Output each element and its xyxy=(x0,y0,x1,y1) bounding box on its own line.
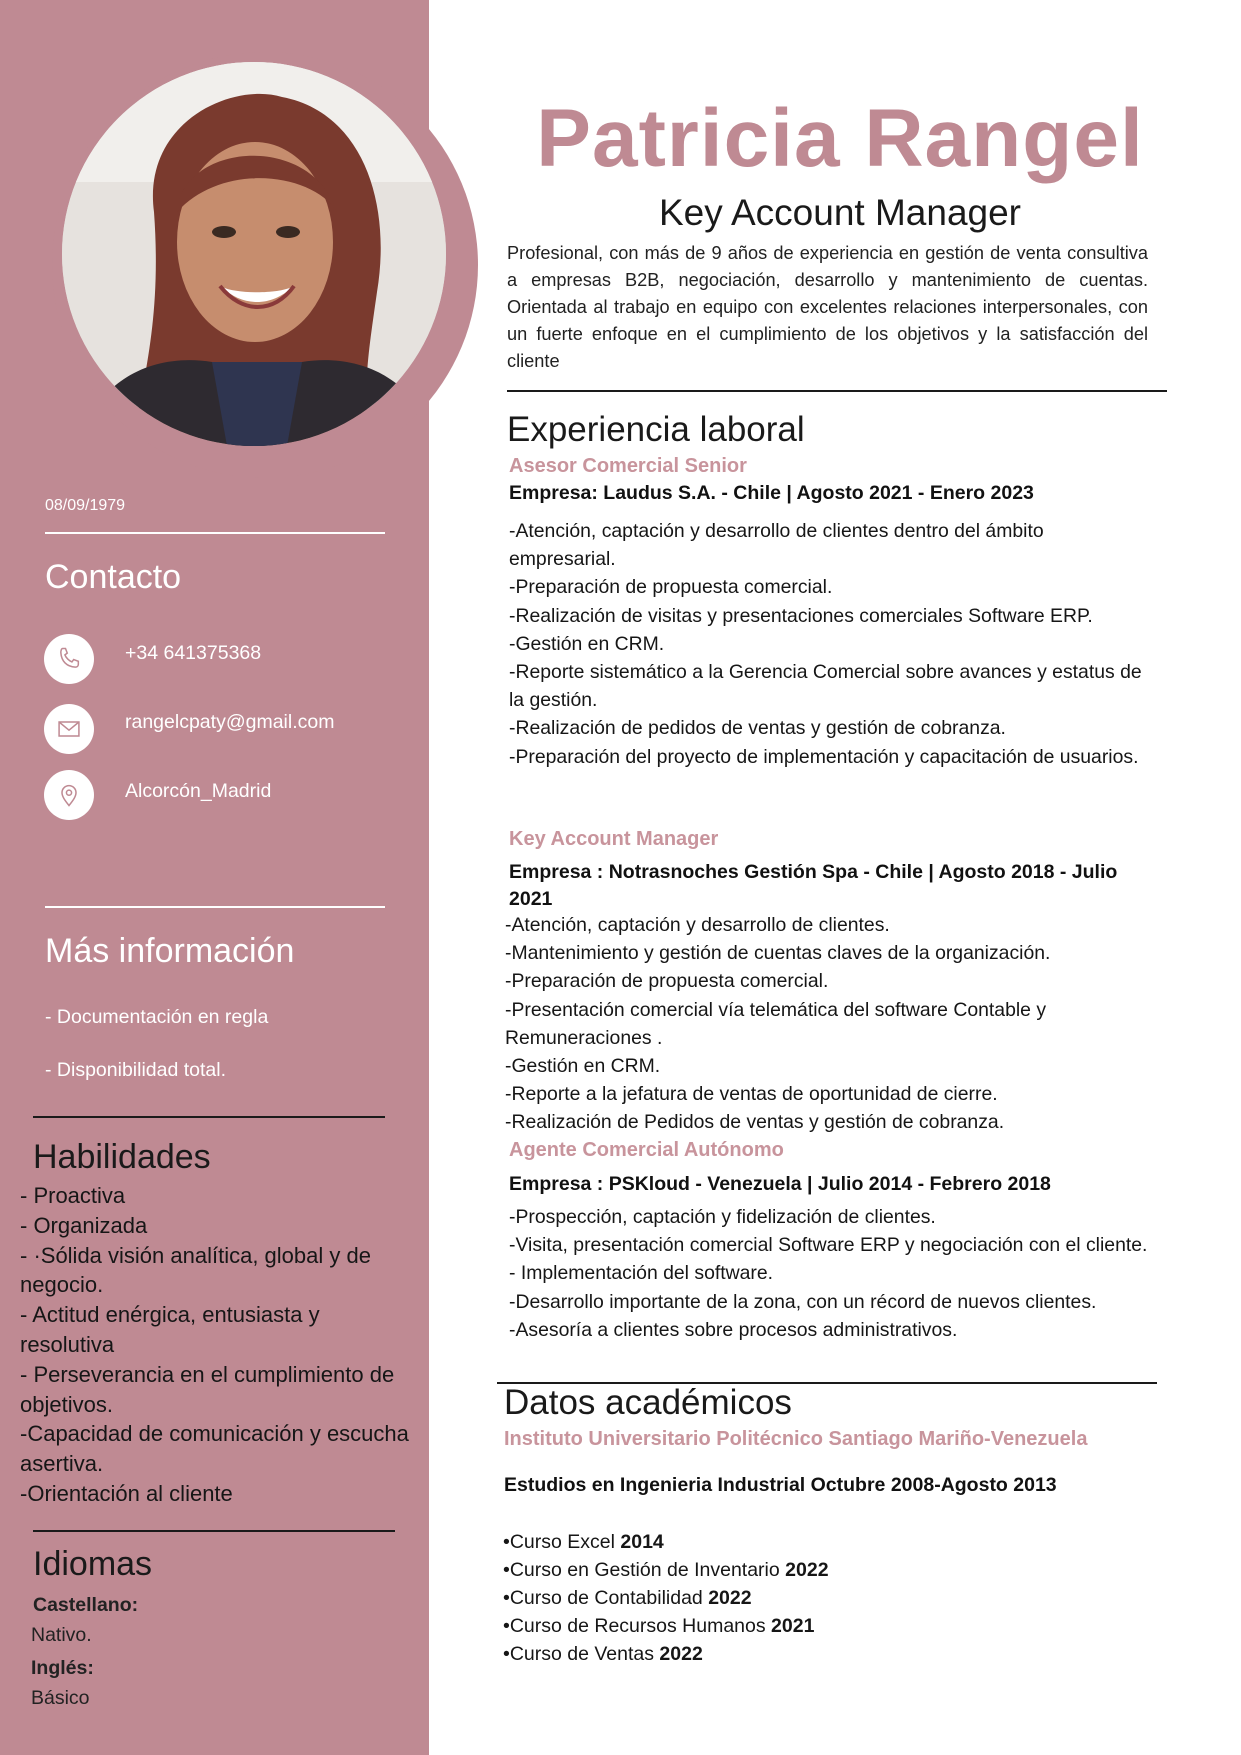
institution: Instituto Universitario Politécnico Santiago Mariño-Venezuela xyxy=(504,1428,1088,1450)
job-company: Empresa : Notrasnoches Gestión Spa - Chile | Agosto 2018 - Julio 2021 xyxy=(509,861,1118,910)
task-item: - Implementación del software. xyxy=(509,1262,774,1285)
birthdate: 08/09/1979 xyxy=(45,497,126,514)
task-item: -Realización de Pedidos de ventas y gestión de cobranza. xyxy=(505,1111,1005,1134)
profile-summary: Profesional, con más de 9 años de experiencia en gestión de venta consultiva a empresas B2B, negociación, desarrollo y mantenimiento de cuentas. Orientada al trabajo en equipo con excelentes relaciones interpersonales, con un fuerte enfoque en el cumplimiento de los objetivos y la satisfacción del cliente xyxy=(507,243,1148,371)
skill-item: -Capacidad de comunicación y escucha asertiva. xyxy=(20,1421,409,1477)
language-name: Castellano: xyxy=(33,1594,139,1616)
task-item: -Atención, captación y desarrollo de clientes. xyxy=(505,914,890,936)
skill-item: - Actitud enérgica, entusiasta y resolutiva xyxy=(20,1302,320,1357)
skill-item: - Organizada xyxy=(20,1212,148,1238)
email-link[interactable]: rangelcpaty@gmail.com xyxy=(125,711,335,733)
job-title: Key Account Manager xyxy=(659,192,1021,233)
job-company: Empresa: Laudus S.A. - Chile | Agosto 2021 - Enero 2023 xyxy=(509,482,1034,504)
language-level: Nativo. xyxy=(31,1624,92,1646)
course-item xyxy=(503,1612,829,1640)
divider xyxy=(45,906,385,908)
skill-item: - Proactiva xyxy=(20,1183,126,1208)
location: Alcorcón_Madrid xyxy=(125,780,272,802)
course-item xyxy=(503,1584,829,1612)
profile-photo xyxy=(62,62,446,446)
experience-title: Experiencia laboral xyxy=(507,410,805,449)
course-year: 2022 xyxy=(659,1643,703,1665)
job-position: Agente Comercial Autónomo xyxy=(509,1139,784,1161)
divider xyxy=(507,390,1167,392)
course-year: 2021 xyxy=(771,1615,815,1637)
task-item: -Visita, presentación comercial Software ERP y negociación con el cliente. xyxy=(509,1234,1148,1257)
divider xyxy=(33,1116,385,1118)
courses-list xyxy=(503,1528,829,1668)
phone-number[interactable]: +34 641375368 xyxy=(125,642,262,664)
task-item: -Prospección, captación y fidelización de clientes. xyxy=(509,1206,936,1228)
skill-item: - ·Sólida visión analítica, global y de negocio. xyxy=(20,1242,371,1298)
languages-title: Idiomas xyxy=(33,1545,153,1583)
course-name: •Curso de Ventas xyxy=(503,1643,660,1665)
full-name: Patricia Rangel xyxy=(536,93,1144,184)
task-item: -Gestión en CRM. xyxy=(509,632,665,655)
course-item xyxy=(503,1640,829,1668)
task-item: -Reporte sistemático a la Gerencia Comercial sobre avances y estatus de la gestión. xyxy=(509,661,1142,712)
divider xyxy=(45,532,385,534)
course-item xyxy=(503,1556,829,1584)
task-item: -Preparación del proyecto de implementación y capacitación de usuarios. xyxy=(509,745,1139,768)
education-title: Datos académicos xyxy=(504,1383,792,1422)
task-item: -Reporte a la jefatura de ventas de oportunidad de cierre. xyxy=(505,1083,998,1106)
task-item: -Preparación de propuesta comercial. xyxy=(505,970,829,993)
job-tasks xyxy=(509,517,1149,771)
skills-list xyxy=(20,1181,412,1509)
divider xyxy=(33,1530,395,1532)
profile-photo-illustration xyxy=(62,62,446,446)
course-year: 2022 xyxy=(708,1587,752,1609)
task-item: -Realización de visitas y presentaciones comerciales Software ERP. xyxy=(509,604,1093,627)
course-item xyxy=(503,1528,829,1556)
more-info-item: - Disponibilidad total. xyxy=(45,1059,227,1081)
phone-icon xyxy=(44,634,94,684)
skill-item: -Orientación al cliente xyxy=(20,1480,233,1506)
map-pin-icon xyxy=(44,770,94,820)
more-info-item: - Documentación en regla xyxy=(45,1006,269,1028)
task-item: -Atención, captación y desarrollo de clientes dentro del ámbito empresarial. xyxy=(509,520,1044,571)
language-level: Básico xyxy=(31,1687,90,1709)
envelope-icon xyxy=(44,704,94,754)
task-item: -Asesoría a clientes sobre procesos administrativos. xyxy=(509,1318,958,1341)
task-item: -Desarrollo importante de la zona, con un récord de nuevos clientes. xyxy=(509,1290,1097,1313)
course-name: •Curso en Gestión de Inventario xyxy=(503,1559,786,1581)
job-position: Key Account Manager xyxy=(509,828,719,850)
course-year: 2022 xyxy=(785,1559,829,1581)
course-name: •Curso de Contabilidad xyxy=(503,1587,709,1609)
contact-title: Contacto xyxy=(45,558,182,596)
task-item: -Preparación de propuesta comercial. xyxy=(509,576,833,599)
task-item: -Mantenimiento y gestión de cuentas claves de la organización. xyxy=(505,942,1051,965)
job-company: Empresa : PSKloud - Venezuela | Julio 2014 - Febrero 2018 xyxy=(509,1173,1051,1195)
job-tasks xyxy=(505,911,1145,1137)
task-item: -Presentación comercial vía telemática del software Contable y Remuneraciones . xyxy=(505,998,1047,1049)
course-name: •Curso Excel xyxy=(503,1531,621,1553)
degree: Estudios en Ingenieria Industrial Octubre 2008-Agosto 2013 xyxy=(504,1474,1057,1496)
job-tasks xyxy=(509,1203,1149,1344)
course-year: 2014 xyxy=(620,1531,664,1553)
task-item: -Gestión en CRM. xyxy=(505,1055,661,1078)
course-name: •Curso de Recursos Humanos xyxy=(503,1615,772,1637)
task-item: -Realización de pedidos de ventas y gestión de cobranza. xyxy=(509,717,1006,740)
language-name: Inglés: xyxy=(31,1657,94,1679)
skills-title: Habilidades xyxy=(33,1138,211,1176)
more-info-title: Más información xyxy=(45,932,295,970)
job-position: Asesor Comercial Senior xyxy=(509,455,747,477)
skill-item: - Perseverancia en el cumplimiento de objetivos. xyxy=(20,1361,395,1417)
